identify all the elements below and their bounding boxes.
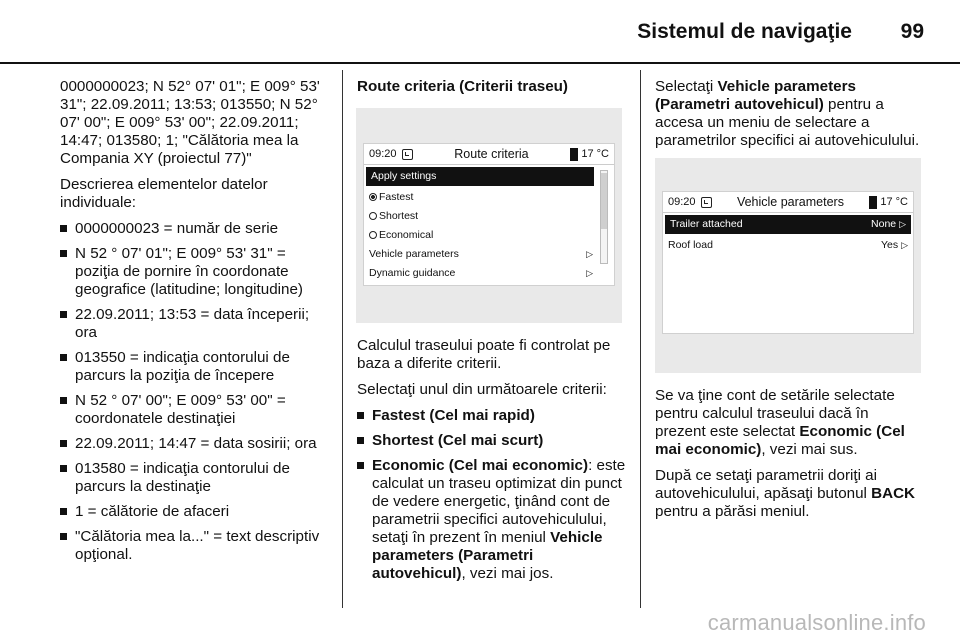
watermark: carmanualsonline.info [707,610,926,635]
list-item: "Călătoria mea la..." = text descriptiv opţional. [60,528,332,564]
list-item: 0000000023 = număr de serie [60,220,332,238]
screen-time: 09:20 [668,196,696,208]
menu-item-roof-load[interactable]: Roof load Yes ▷ [668,239,908,251]
vehicle-parameters-screen [662,191,914,334]
menu-item-vehicle-parameters[interactable]: Vehicle parameters ▷ [364,245,598,264]
chevron-right-icon: ▷ [586,268,593,278]
thermometer-icon [570,148,578,161]
section-heading: Route criteria (Criterii traseu) [357,78,568,95]
list-item: N 52 ° 07' 01"; E 009° 53' 31" = poziţia de pornire în coordonate geografice (latitudine; longitudine) [60,245,332,299]
column-2 [357,78,629,590]
list-item: Shortest (Cel mai scurt) [357,432,629,450]
paragraph: După ce setaţi parametrii doriţi ai autovehiculului, apăsaţi butonul BACK pentru a părăsi meniul. [655,467,916,520]
scrollbar[interactable] [600,170,608,264]
clock-icon [701,197,712,208]
header-divider [0,62,960,64]
list-item: 22.09.2011; 14:47 = data sosirii; ora [60,435,332,453]
page-title: Sistemul de navigaţie [637,20,852,43]
list-item: 013550 = indicaţia contorului de parcurs la poziţia de începere [60,349,332,385]
screen-status-bar [364,144,614,165]
list-item: 1 = călătorie de afaceri [60,503,332,521]
radio-selected-icon [369,193,377,201]
screen-temperature: 17 °C [581,148,609,160]
list-item: 22.09.2011; 13:53 = data începerii; ora [60,306,332,342]
description-intro: Descrierea elementelor datelor individuale: [60,176,268,211]
list-item: Economic (Cel mai economic): este calculat un traseu optimizat din punct de vedere energetic, ţinând cont de parametrii specifici autovehiculului, setaţi în prezent în meniul Vehicle parameters (Parametri autovehicul), vezi mai jos. [357,457,629,583]
menu-item-dynamic-guidance[interactable]: Dynamic guidance ▷ [364,264,598,283]
scrollbar-thumb[interactable] [601,173,607,229]
column-divider-1 [342,70,343,608]
list-item: 013580 = indicaţia contorului de parcurs la destinaţie [60,460,332,496]
data-record-text: 0000000023; N 52° 07' 01"; E 009° 53' 31"; 22.09.2011; 13:53; 013550; N 52° 07' 00"; E 009° 53' 00"; 22.09.2011; 14:47; 013580; 1; "Călătoria mea la Compania XY (proiectul 77)" [60,78,320,167]
menu-item-trailer-attached[interactable]: Trailer attached None ▷ [665,215,911,234]
list-item: Fastest (Cel mai rapid) [357,407,629,425]
paragraph: Se va ţine cont de setările selectate pentru calculul traseului dacă în prezent este selectat Economic (Cel mai economic), vezi mai sus. [655,387,905,458]
clock-icon [402,149,413,160]
paragraph: Selectaţi unul din următoarele criterii: [357,381,607,398]
route-criteria-screenshot [356,108,622,323]
column-divider-2 [640,70,641,608]
radio-icon [369,212,377,220]
column-1 [60,78,332,571]
screen-title: Route criteria [454,147,529,161]
chevron-right-icon: ▷ [586,249,593,259]
radio-icon [369,231,377,239]
page-number: 99 [900,20,924,43]
menu-item-fastest[interactable]: Fastest [364,188,614,207]
screen-temperature: 17 °C [880,196,908,208]
column-3 [655,78,921,529]
route-criteria-screen [363,143,615,286]
vehicle-parameters-screenshot [655,158,921,373]
paragraph: Selectaţi Vehicle parameters (Parametri autovehicul) pentru a accesa un meniu de selectare a parametrilor specifici ai autovehiculului. [655,78,920,149]
menu-item-apply-settings[interactable]: Apply settings [366,167,594,186]
paragraph: Calculul traseului poate fi controlat pe baza a diferite criterii. [357,337,611,372]
chevron-right-icon: ▷ [901,240,908,250]
menu-item-economical[interactable]: Economical [364,226,614,245]
screen-status-bar [663,192,913,213]
screen-title: Vehicle parameters [736,195,844,209]
criteria-list [357,407,629,583]
element-list [60,220,332,564]
chevron-right-icon: ▷ [899,219,906,229]
thermometer-icon [869,196,877,209]
list-item: N 52 ° 07' 00"; E 009° 53' 00" = coordonatele destinaţiei [60,392,332,428]
menu-item-shortest[interactable]: Shortest [364,207,614,226]
screen-time: 09:20 [369,148,397,160]
